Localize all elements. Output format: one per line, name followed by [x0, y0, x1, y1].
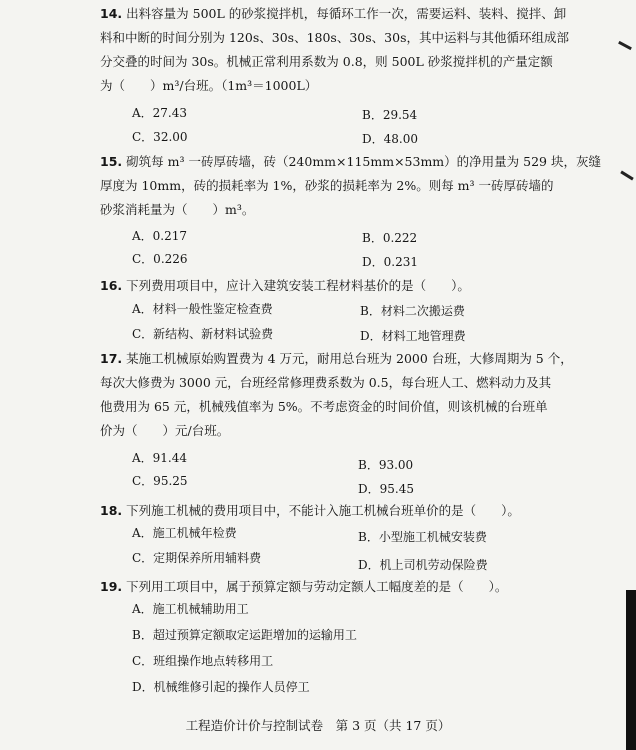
option-b: B．0.222	[362, 231, 418, 245]
option-a: A．施工机械辅助用工	[132, 602, 249, 616]
option-a: A．91.44	[132, 451, 188, 465]
question-number: 15.	[100, 154, 123, 169]
scan-mark	[618, 41, 632, 50]
page-footer: 工程造价计价与控制试卷 第 3 页（共 17 页）	[185, 718, 451, 733]
question-stem-line: 厚度为 10mm，砖的损耗率为 1%，砂浆的损耗率为 2%。则每 m³ 一砖厚砖墙的	[100, 178, 554, 193]
question-number: 19.	[100, 579, 123, 594]
option-c: C．95.25	[132, 474, 188, 488]
option-c: C．0.226	[132, 252, 188, 266]
question-stem-line: 下列施工机械的费用项目中，不能计入施工机械台班单价的是（ ）。	[126, 503, 520, 518]
question-number: 18.	[100, 503, 123, 518]
question-stem-line: 价为（ ）元/台班。	[100, 423, 230, 438]
option-b: B．材料二次搬运费	[360, 304, 465, 318]
question-stem-line: 为（ ）m³/台班。（1m³＝1000L）	[100, 78, 318, 93]
option-b: B．93.00	[358, 458, 414, 472]
question-number: 16.	[100, 278, 123, 293]
option-c: C．新结构、新材料试验费	[132, 327, 274, 341]
question-stem-line: 出料容量为 500L 的砂浆搅拌机，每循环工作一次，需要运料、装料、搅拌、卸	[126, 6, 567, 21]
question-stem-line: 下列费用项目中，应计入建筑安装工程材料基价的是（ ）。	[126, 278, 470, 293]
option-d: D．48.00	[362, 132, 418, 146]
option-a: A．27.43	[132, 106, 188, 120]
option-b: B．超过预算定额取定运距增加的运输用工	[132, 628, 357, 642]
option-a: A．材料一般性鉴定检查费	[132, 302, 273, 316]
option-c: C．班组操作地点转移用工	[132, 654, 274, 668]
question-15	[100, 150, 601, 222]
question-number: 14.	[100, 6, 123, 21]
option-a: A．施工机械年检费	[132, 526, 237, 540]
question-stem-line: 每次大修费为 3000 元，台班经常修理费系数为 0.5，每台班人工、燃料动力及其	[100, 375, 552, 390]
question-17	[100, 347, 580, 443]
option-c: C．32.00	[132, 130, 188, 144]
option-c: C．定期保养所用辅料费	[132, 551, 262, 565]
option-d: D．95.45	[358, 482, 414, 496]
option-b: B．29.54	[362, 108, 418, 122]
option-d: D．0.231	[362, 255, 418, 269]
scan-edge-bar	[626, 590, 636, 750]
question-stem-line: 他费用为 65 元，机械残值率为 5%。不考虑资金的时间价值，则该机械的台班单	[100, 399, 548, 414]
question-stem-line: 料和中断的时间分别为 120s、30s、180s、30s、30s，其中运料与其他循环组成部	[100, 30, 569, 45]
question-stem-line: 分交叠的时间为 30s。机械正常利用系数为 0.8，则 500L 砂浆搅拌机的产量定额	[100, 54, 553, 69]
question-18	[100, 499, 580, 523]
option-a: A．0.217	[132, 229, 188, 243]
scan-mark	[620, 171, 633, 181]
option-b: B．小型施工机械安装费	[358, 530, 487, 544]
option-d: D．机械维修引起的操作人员停工	[132, 680, 310, 694]
option-d: D．材料工地管理费	[360, 329, 466, 343]
question-stem-line: 某施工机械原始购置费为 4 万元，耐用总台班为 2000 台班，大修周期为 5 个，	[126, 351, 573, 366]
question-stem-line: 下列用工项目中，属于预算定额与劳动定额人工幅度差的是（ ）。	[126, 579, 508, 594]
question-stem-line: 砂浆消耗量为（ ）m³。	[100, 202, 255, 217]
question-number: 17.	[100, 351, 123, 366]
question-19	[100, 575, 580, 599]
question-16	[100, 274, 580, 298]
option-d: D．机上司机劳动保险费	[358, 558, 488, 572]
question-stem-line: 砌筑每 m³ 一砖厚砖墙，砖（240mm×115mm×53mm）的净用量为 529 块，灰缝	[126, 154, 601, 169]
question-14	[100, 2, 580, 98]
